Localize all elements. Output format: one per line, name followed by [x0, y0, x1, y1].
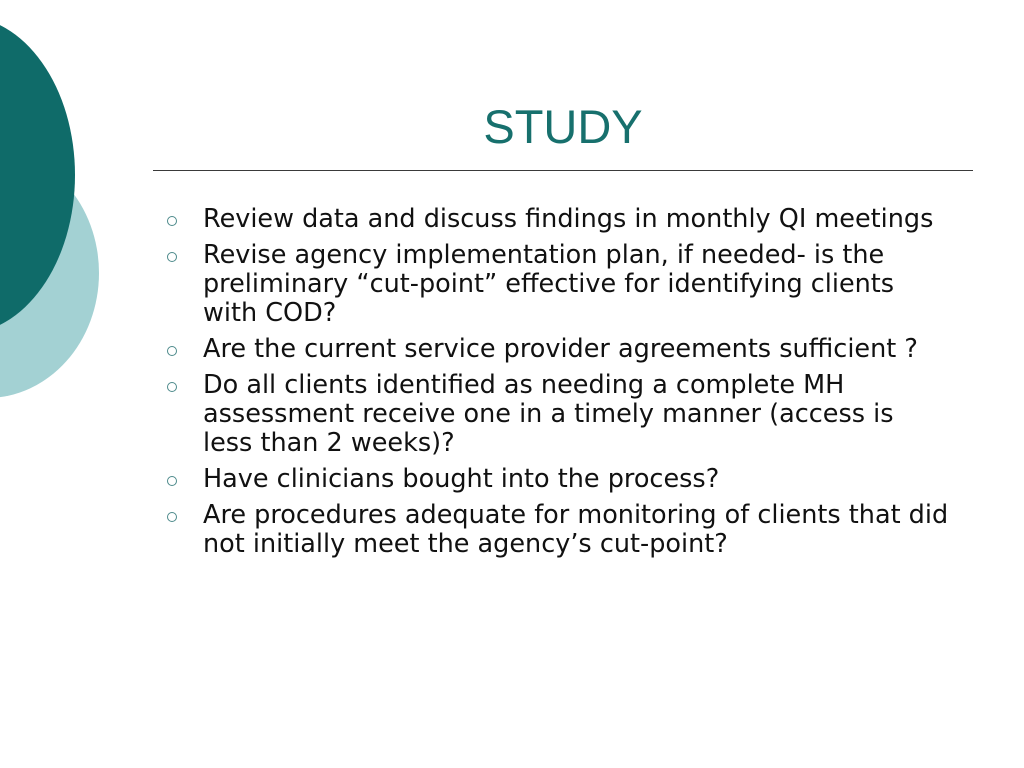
slide-title: STUDY: [483, 100, 643, 153]
bullet-list: [160, 205, 950, 566]
bullet-text: Revise agency implementation plan, if needed- is the preliminary “cut-point” effective for identifying clients with COD?: [203, 240, 895, 328]
bullet-item: [160, 371, 950, 458]
hollow-circle-bullet-icon: [167, 512, 177, 522]
hollow-circle-bullet-icon: [167, 252, 177, 262]
hollow-circle-bullet-icon: [167, 382, 177, 392]
hollow-circle-bullet-icon: [167, 346, 177, 356]
bullet-item: [160, 241, 950, 328]
bullet-text: Review data and discuss findings in monthly QI meetings: [203, 204, 934, 234]
bullet-text: Are the current service provider agreements sufficient ?: [203, 334, 918, 364]
bullet-item: [160, 501, 950, 559]
bullet-item: [160, 465, 950, 494]
bullet-item: [160, 335, 950, 364]
bullet-text: Are procedures adequate for monitoring of clients that did not initially meet the agency’s cut-point?: [203, 500, 949, 559]
title-divider: [153, 170, 973, 171]
bullet-text: Do all clients identified as needing a complete MH assessment receive one in a timely manner (access is less than 2 weeks)?: [203, 370, 894, 458]
bullet-item: [160, 205, 950, 234]
bullet-text: Have clinicians bought into the process?: [203, 464, 720, 494]
hollow-circle-bullet-icon: [167, 216, 177, 226]
hollow-circle-bullet-icon: [167, 476, 177, 486]
